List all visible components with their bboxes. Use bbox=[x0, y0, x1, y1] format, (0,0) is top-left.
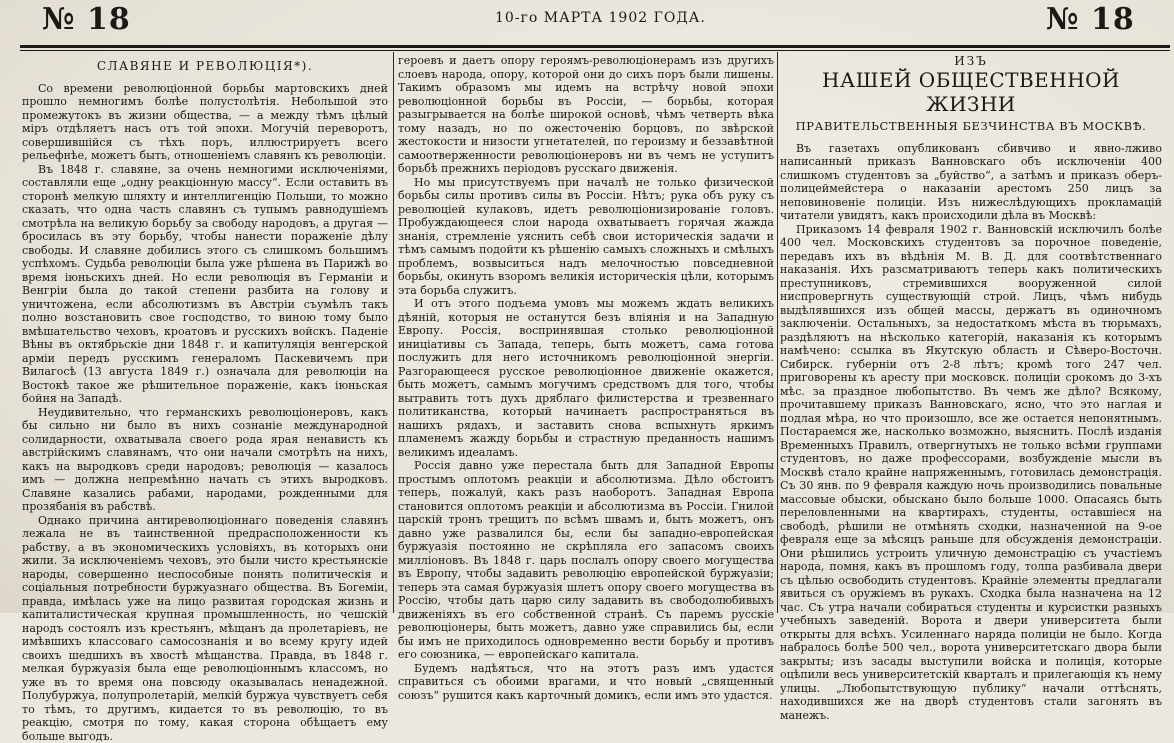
section-heading-prefix: ИЗЪ bbox=[780, 54, 1162, 68]
column-right bbox=[780, 54, 1162, 613]
article-paragraph: Въ газетахъ опубликованъ сбивчиво и явно-лживо написанный приказъ Ванновскаго объ исключеніи 400 слишкомъ студентовъ за „буйство“, а затѣмъ и приказъ оберъ-полицеймейстера о наказаніи арестомъ 250 лицъ за неповиновеніе полиціи. Изъ нижеслѣдующихъ прокламацій читатели увидятъ, какъ происходили дѣла въ Москвѣ: bbox=[780, 142, 1162, 223]
article-paragraph: Со времени революціонной борьбы мартовскихъ дней прошло немногимъ болѣе полустолѣтія. Небольшой это промежутокъ въ жизни общества, — а между тѣмъ цѣлый міръ отдѣляетъ насъ отъ той эпохи. Могучій переворотъ, совершившійся съ тѣхъ поръ, иллюстрируетъ всего рельефнѣе, можетъ быть, отношеніемъ славянъ къ революціи. bbox=[22, 82, 388, 163]
article-paragraph: Неудивительно, что германскихъ революціонеровъ, какъ бы сильно ни было въ нихъ сознаніе международной солидарности, охватывала своего рода ярая ненависть къ австрійскимъ славянамъ, что они начали смотрѣть на нихъ, какъ на выродковъ среди народовъ; революція — казалось имъ — должна непремѣнно начать съ этихъ выродковъ. Славяне казались рабами, народами, рожденными для прозябанія въ рабствѣ. bbox=[22, 406, 388, 514]
issue-number-left: № 18 bbox=[42, 2, 131, 37]
masthead-rule-thin bbox=[20, 50, 1170, 51]
issue-date: 10-го МАРТА 1902 ГОДА. bbox=[495, 10, 706, 26]
article-paragraph: Россія давно уже перестала быть для Западной Европы простымъ оплотомъ реакціи и абсолютизма. Дѣло обстоитъ теперь, пожалуй, какъ разъ наоборотъ. Западная Европа становится оплотомъ реакціи и абсолютизма въ Россіи. Гнилой царскій тронъ трещитъ по всѣмъ швамъ и, быть можетъ, онъ давно уже развалился бы, если бы западно-европейская буржуазія постоянно не скрѣпляла его запасомъ своихъ милліоновъ. Въ 1848 г. царь послалъ опору своего могущества въ Европу, чтобы задавить революцію европейской буржуазіи; теперь эта самая буржуазія шлетъ опору своего могущества въ Россію, чтобы дать царю силу задавить въ свободолюбивыхъ движеніяхъ въ его собственной странѣ. Съ паремъ русскіе революціонеры, быть можетъ, давно уже справились бы, если бы имъ не приходилось одновременно вести борьбу и противъ его союзника, — европейскаго капитала. bbox=[398, 459, 774, 662]
section-heading: НАШЕЙ ОБЩЕСТВЕННОЙ ЖИЗНИ bbox=[780, 68, 1162, 116]
article-paragraph: И отъ этого подъема умовъ мы можемъ ждать великихъ дѣяній, которыя не останутся безъ вліянія и на Западную Европу. Россія, воспринявшая столько революціонной иниціативы съ Запада, теперь, быть можетъ, сама готова послужить для него источникомъ революціонной энергіи. Разгорающееся русское революціонное движеніе окажется, быть можетъ, самымъ могучимъ средствомъ для того, чтобы вытравить тотъ духъ дряблаго филистерства и трезвеннаго политиканства, который начинаетъ распространяться въ нашихъ рядахъ, и заставить снова вспыхнуть яркимъ пламенемъ жажду борьбы и страстную преданность нашимъ великимъ идеаламъ. bbox=[398, 297, 774, 459]
article-title: СЛАВЯНЕ И РЕВОЛЮЦІЯ*). bbox=[22, 60, 388, 74]
article-paragraph: Но мы присутствуемъ при началѣ не только физической борьбы силы противъ силы въ Россіи. Нѣтъ; рука объ руку съ революціей кулаковъ, идетъ революціонизированіе головъ. Пробуждающееся слои народа охватываетъ горячая жажда знанія, стремленіе уяснить себѣ свои историческія задачи и тѣмъ самымъ подойти къ рѣшенію самыхъ сложныхъ и смѣлыхъ проблемъ, возвыситься надъ мелочностью повседневной борьбы, окинуть взоромъ великія историческія цѣли, которымъ эта борьба служитъ. bbox=[398, 176, 774, 298]
article-paragraph: Приказомъ 14 февраля 1902 г. Ванновскій исключилъ болѣе 400 чел. Московскихъ студентовъ за порочное поведеніе, передавъ ихъ въ вѣдѣнія М. В. Д. для соотвѣтственнаго наказанія. Ихъ разсматриваютъ теперь какъ политическихъ преступниковъ, стремившихся вооруженной силой ниспровергнуть существующій строй. Лицъ, чѣмъ нибудь выдѣлявшихся изъ общей массы, держатъ въ одиночномъ заключеніи. Остальныхъ, за недостаткомъ мѣста въ тюрьмахъ, раздѣляютъ на нѣсколько категорій, наказанія къ которымъ намѣчено: ссылка въ Якутскую область и Сѣверо-Восточн. Сибирск. губерніи отъ 2-8 лѣтъ; кромѣ того 247 чел. приговорены къ аресту при московск. полиціи срокомъ до 3-хъ мѣс. за праздное любопытство. Въ чемъ же дѣло? Всякому, прочитавшему приказъ Ванновскаго, ясно, что это наглая и подлая мѣра, но что произошло, все же остается непонятнымъ. Постараемся же, насколько возможно, выяснить. Послѣ изданія Временныхъ Правилъ, отвергнутыхъ не только всѣми группами студентовъ, но даже профессорами, возбужденіе мысли въ Москвѣ стало крайне напряженнымъ, готовилась демонстрація. Съ 30 янв. по 9 февраля каждую ночь производились повальные массовые обыски, обыскано было больше 1000. Опасаясь быть переловленными на квартирахъ, студенты, оставшіеся на свободѣ, рѣшили не отмѣнять сходки, назначенной на 9-ое февраля еще за мѣсяцъ раньше для обсужденія демонстраціи. Они рѣшились устроить уличную демонстрацію съ участіемъ народа, помня, какъ въ прошломъ году, толпа разбивала двери съ цѣлью освободить студентовъ. Крайніе элементы предлагали явиться съ оружіемъ въ рукахъ. Сходка была назначена на 12 час. Съ утра начали собираться студенты и курсистки разныхъ учебныхъ заведеній. Ворота и двери университета были открыты для всѣхъ. Усиленнаго наряда полиціи не было. Когда набралось болѣе 500 чел., ворота университетскаго двора были закрыты; изъ засады выступили войска и полиція, которые оцѣпили весь университетскій кварталъ и прилегающія къ нему улицы. „Любопытствующую публику“ начали оттѣснять, находившихся же на дворѣ студентовъ стали загонять въ манежъ. bbox=[780, 223, 1162, 723]
column-middle bbox=[398, 54, 774, 613]
article-paragraph: Въ 1848 г. славяне, за очень немногими исключеніями, составляли еще „одну реакціонную массу“. Если оставить въ сторонѣ мелкую шляхту и интеллигенцію Польши, то можно сказать, что одна часть славянъ съ тупымъ равнодушіемъ смотрѣла на великую борьбу за свободу народовъ, а другая — бросилась въ эту борьбу, чтобы нанести пораженіе дѣлу свободы. И славяне добились этого съ слишкомъ большимъ успѣхомъ. Судьба революціи была уже рѣшена въ Парижѣ во время іюньскихъ дней. Но если революція въ Германіи и Венгріи была до такой степени разбита на голову и уничтожена, если абсолютизмъ въ Австріи съумѣлъ такъ полно возстановить свое господство, то виною тому было вмѣшательство чеховъ, кроатовъ и русскихъ войскъ. Паденіе Вѣны въ октябрьскіе дни 1848 г. и капитуляція венгерской арміи передъ русскимъ генераломъ Паскевичемъ при Вилагосѣ (13 августа 1849 г.) означала для революціи на Востокѣ такое же рѣшительное пораженіе, какъ іюньская бойня на Западѣ. bbox=[22, 163, 388, 406]
column-divider bbox=[777, 52, 778, 613]
article-paragraph: Однако причина антиреволюціоннаго поведенія славянъ лежала не въ таинственной предрасположенности къ рабству, а въ экономическихъ условіяхъ, въ которыхъ они жили. За исключеніемъ чеховъ, это были чисто крестьянскіе народы, совершенно неспособные понять политическія и соціальныя потребности буржуазнаго общества. Въ Богеміи, правда, имѣлась уже на лицо развитая городская жизнь и капиталистическая крупная промышленность, но чешскій народъ состоялъ изъ крестьянъ, мѣщанъ да пролетаріевъ, не имѣвшихъ классоваго самосознанія и во всему кругу идей своихъ шедшихъ въ хвостѣ мѣщанства. Правда, въ 1848 г. мелкая буржуазія была еще революціоннымъ классомъ, но уже въ то время она повсюду оказывалась ненадежной. Полубуржуа, полупролетарій, мелкій буржуа чувствуетъ себя то тѣмъ, то другимъ, кидается то въ революцію, то въ реакцію, смотря по тому, какая сторона обѣщаетъ ему больше выгодъ. bbox=[22, 514, 388, 743]
masthead-rule-thick bbox=[20, 45, 1170, 48]
article-paragraph: героевъ и даетъ опору героямъ-революціонерамъ изъ другихъ слоевъ народа, опору, которой они до сихъ поръ были лишены. Такимъ образомъ мы идемъ на встрѣчу новой эпохи революціонной борьбы въ Россіи, — борьбы, которая разыгрывается на болѣе широкой основѣ, чѣмъ четверть вѣка тому назадъ, но по ожесточенію борцовъ, по звѣрской жестокости и низости угнетателей, по героизму и беззавѣтной самоотверженности революціонеровъ ни въ чемъ не уступитъ борьбѣ прежнихъ періодовъ русскаго движенія. bbox=[398, 54, 774, 176]
column-divider bbox=[393, 52, 394, 613]
column-left bbox=[22, 54, 388, 613]
masthead bbox=[0, 0, 1174, 44]
article-title: ПРАВИТЕЛЬСТВЕННЫЯ БЕЗЧИНСТВА ВЪ МОСКВѢ. bbox=[780, 120, 1162, 134]
article-paragraph: Будемъ надѣяться, что на этотъ разъ имъ удастся справиться съ обоими врагами, и что новый „священный союзъ“ рушится какъ карточный домикъ, если имъ это удастся. bbox=[398, 662, 774, 703]
issue-number-right: № 18 bbox=[1046, 2, 1135, 37]
